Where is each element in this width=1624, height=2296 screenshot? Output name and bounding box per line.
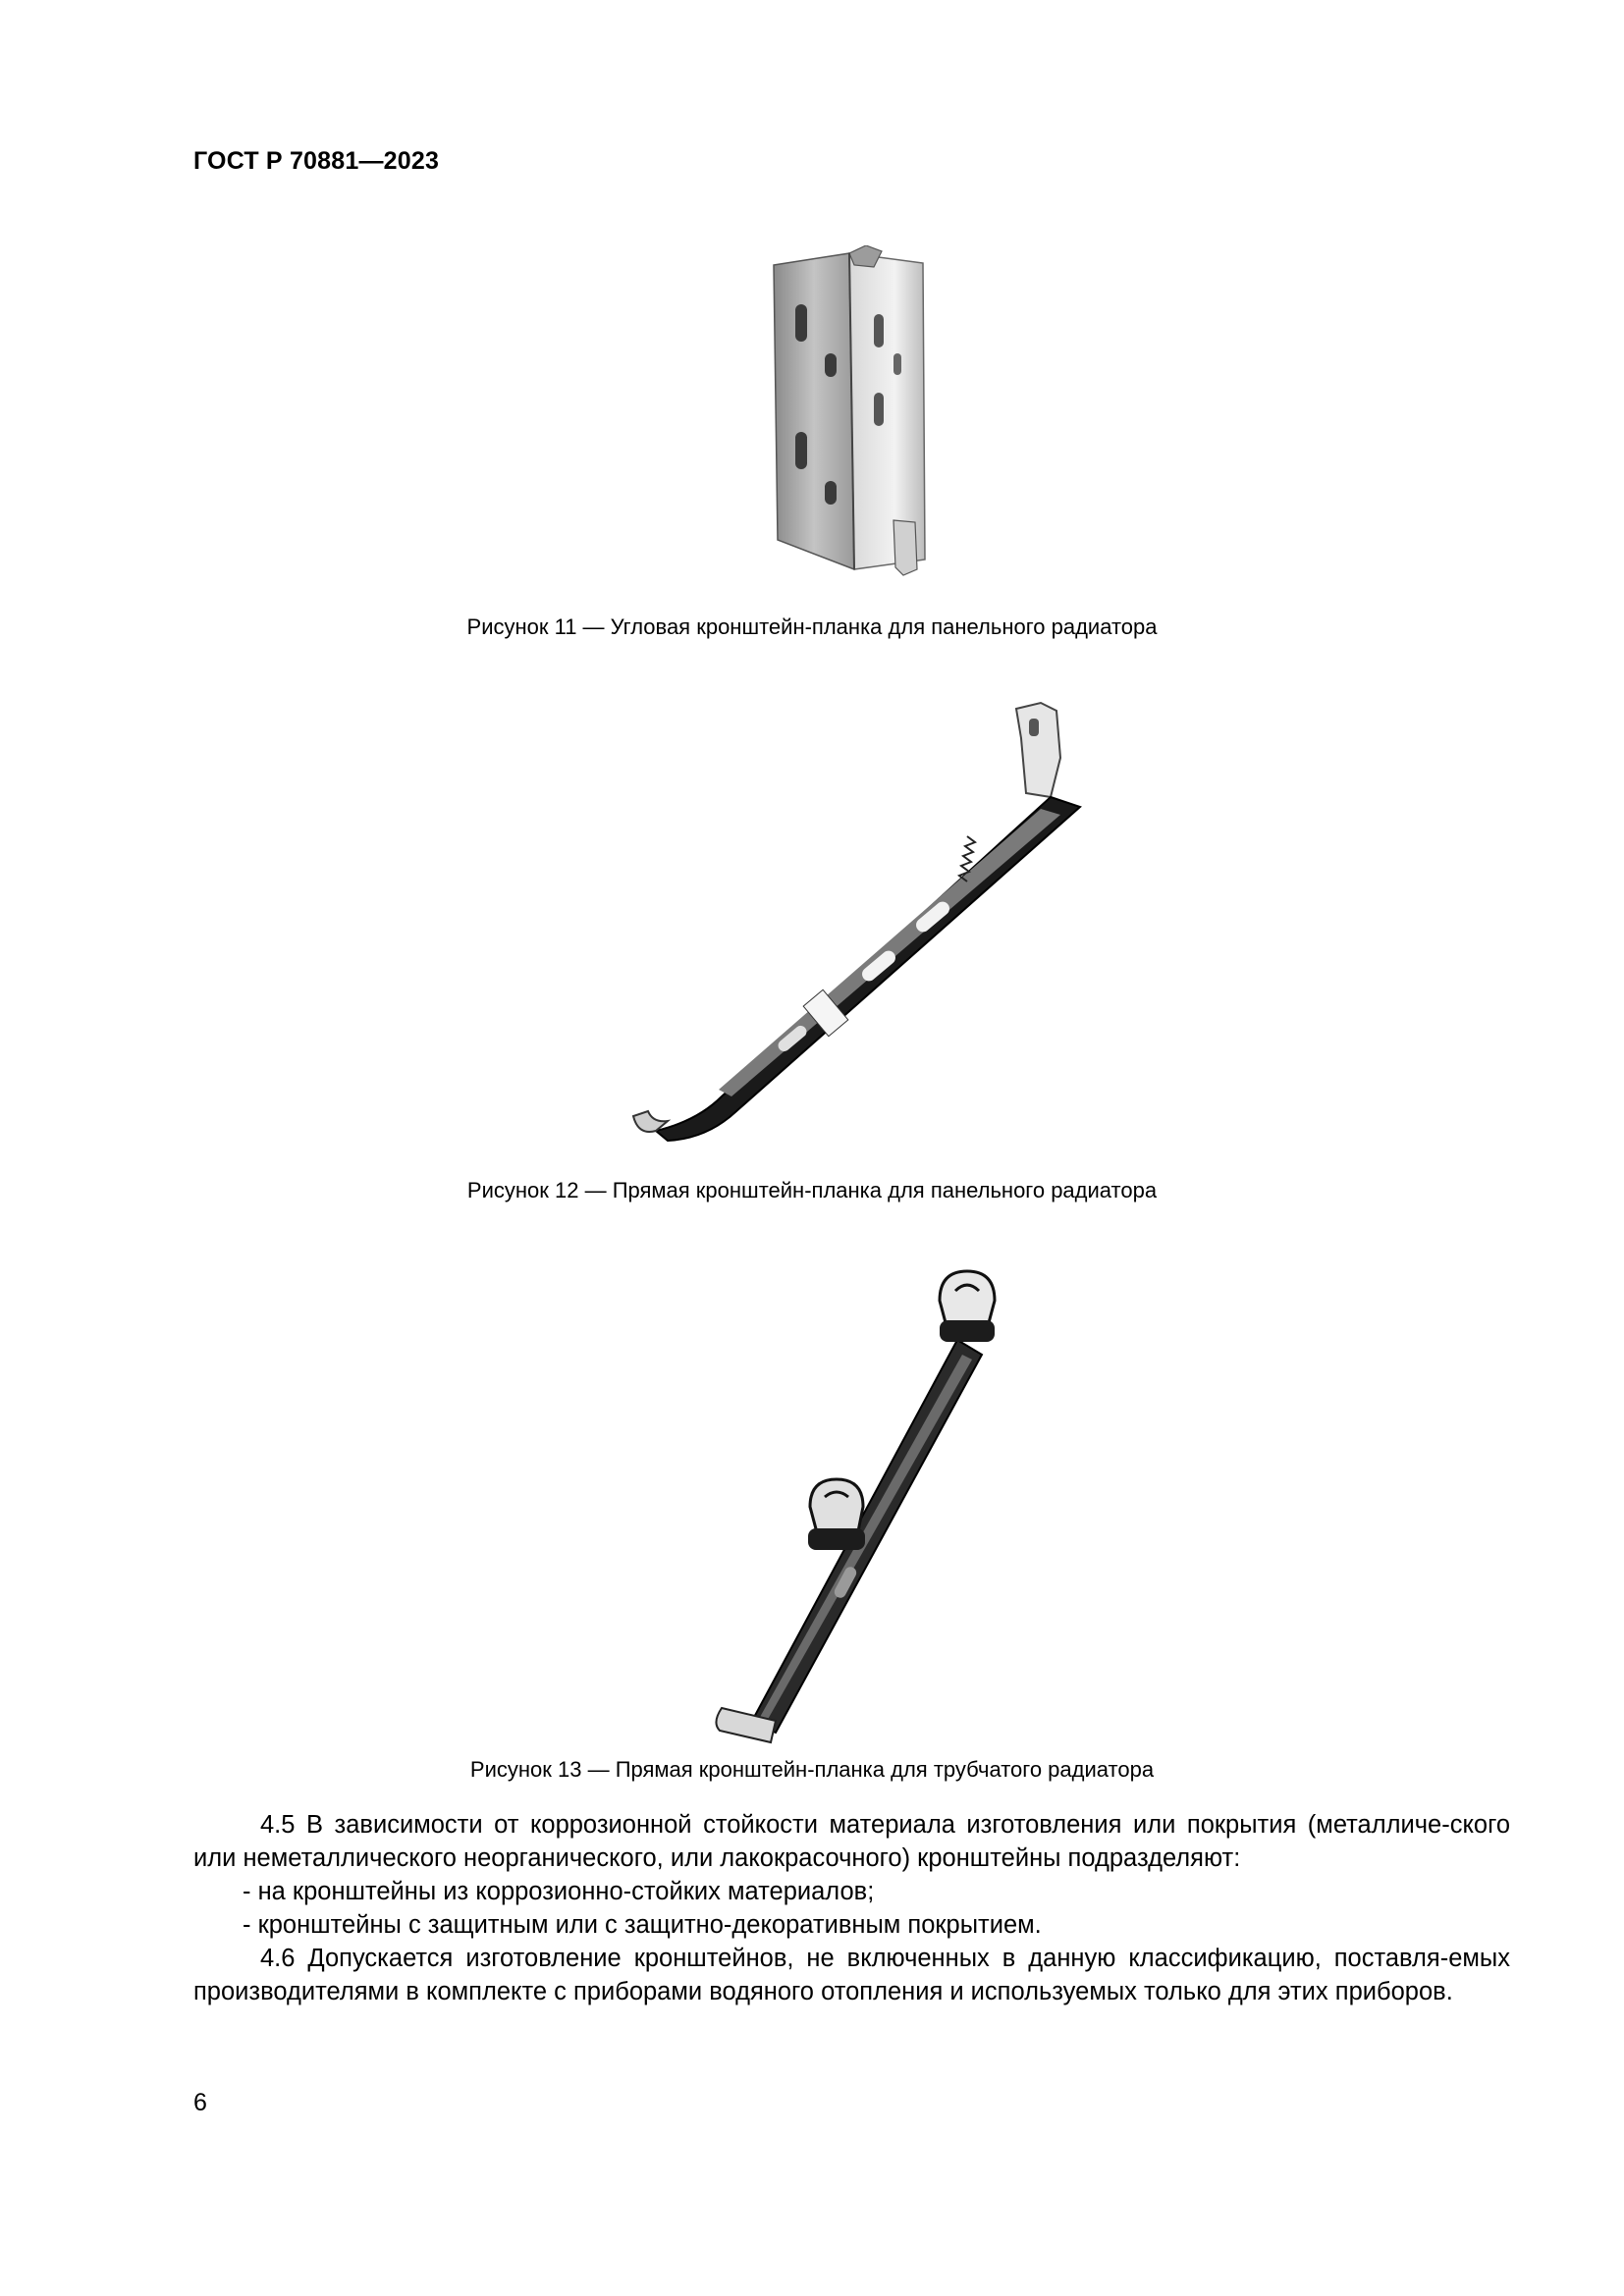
- straight-bracket-panel-icon: [628, 699, 1090, 1160]
- page-number: 6: [193, 2089, 207, 2116]
- figure-13-image: [682, 1261, 1036, 1752]
- straight-bracket-tubular-icon: [682, 1261, 1036, 1752]
- list-item: - кронштейны с защитным или с защитно-декоративным покрытием.: [243, 1911, 1042, 1939]
- figure-11-image: [756, 245, 982, 584]
- list-item: - на кронштейны из коррозионно-стойких материалов;: [243, 1878, 875, 1905]
- body-text: [193, 1808, 1510, 2008]
- figure-11-caption: Рисунок 11 — Угловая кронштейн-планка для панельного радиатора: [466, 614, 1158, 639]
- paragraph-4-5: 4.5 В зависимости от коррозионной стойкости материала изготовления или покрытия (металличе-ского или неметаллического неорганического, или лакокрасочного) кронштейны подразделяют:: [193, 1811, 1510, 1872]
- figure-13-caption: Рисунок 13 — Прямая кронштейн-планка для трубчатого радиатора: [469, 1757, 1155, 1782]
- figure-12-caption: Рисунок 12 — Прямая кронштейн-планка для панельного радиатора: [466, 1178, 1158, 1202]
- standard-header: ГОСТ Р 70881—2023: [193, 147, 440, 175]
- figure-12-image: [628, 699, 1090, 1160]
- paragraph-4-6: 4.6 Допускается изготовление кронштейнов, не включенных в данную классификацию, поставля-емых производителями в комплекте с приборами водяного отопления и используемых только для этих приборов.: [193, 1945, 1510, 2005]
- angled-bracket-icon: [756, 245, 982, 584]
